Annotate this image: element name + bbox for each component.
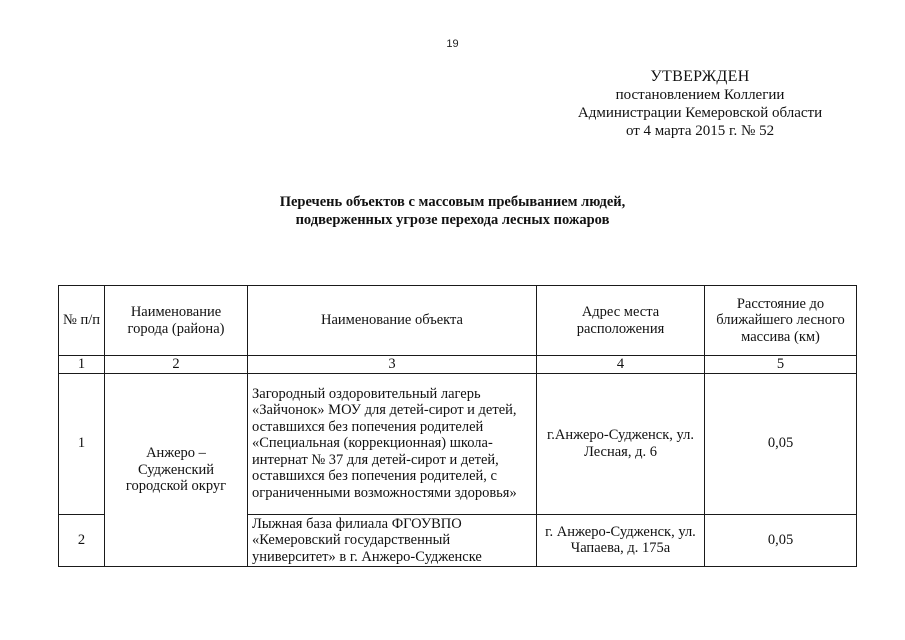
column-number: 4 (537, 356, 705, 374)
forest-distance: 0,05 (705, 373, 857, 514)
column-number: 2 (105, 356, 248, 374)
objects-table (58, 285, 857, 567)
header-distance: Расстояние до ближайшего лесного массива (км) (705, 286, 857, 356)
page-number: 19 (446, 38, 459, 50)
object-name: Лыжная база филиала ФГОУВПО «Кемеровский государственный университет» в г. Анжеро-Судженске (248, 514, 537, 567)
approval-authority: постановлением Коллегии (615, 87, 785, 103)
header-num: № п/п (59, 286, 105, 356)
column-number: 5 (705, 356, 857, 374)
header-object: Наименование объекта (248, 286, 537, 356)
column-number: 3 (248, 356, 537, 374)
document-title-line-2: подверженных угрозе перехода лесных пожаров (295, 212, 610, 228)
object-address: г. Анжеро-Судженск, ул. Чапаева, д. 175а (537, 514, 705, 567)
row-num: 1 (59, 373, 105, 514)
header-address: Адрес места расположения (537, 286, 705, 356)
table-header-row (59, 286, 857, 356)
document-title (0, 193, 905, 229)
column-number-row (59, 356, 857, 374)
approval-date: от 4 марта 2015 г. № 52 (625, 123, 775, 139)
forest-distance: 0,05 (705, 514, 857, 567)
table-row (59, 373, 857, 514)
approval-heading: УТВЕРЖДЕН (650, 68, 750, 85)
column-number: 1 (59, 356, 105, 374)
city-name: Анжеро – Судженский городской округ (105, 373, 248, 567)
document-title-line-1: Перечень объектов с массовым пребыванием людей, (279, 194, 626, 210)
header-city: Наименование города (района) (105, 286, 248, 356)
object-name: Загородный оздоровительный лагерь «Зайчонок» МОУ для детей-сирот и детей, оставшихся без попечения родителей «Специальная (коррекционная) школа-интернат № 37 для детей-сирот и детей, оставшихся без попечения родителей, с ограниченными возможностями здоровья» (248, 373, 537, 514)
approval-stamp (560, 68, 840, 140)
object-address: г.Анжеро-Судженск, ул. Лесная, д. 6 (537, 373, 705, 514)
approval-administration: Администрации Кемеровской области (577, 105, 823, 121)
row-num: 2 (59, 514, 105, 567)
